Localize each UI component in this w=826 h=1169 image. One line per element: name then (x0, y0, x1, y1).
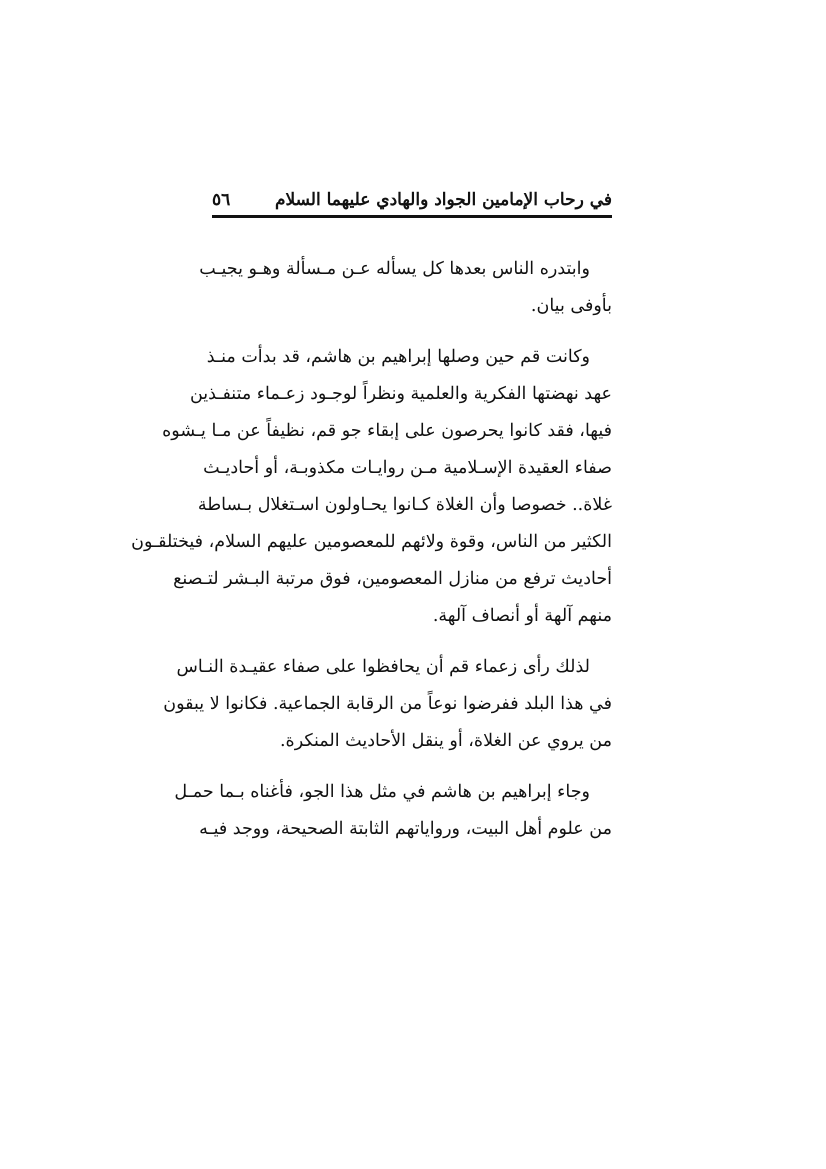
text-line: لذلك رأى زعماء قم أن يحافظوا على صفاء عقيـدة النـاس (176, 657, 590, 677)
text-line: الكثير من الناس، وقوة ولائهم للمعصومين عليهم السلام، فيختلقـون (131, 532, 612, 552)
text-line: عهد نهضتها الفكرية والعلمية ونظراً لوجـود زعـماء متنفـذين (189, 384, 612, 404)
text-line: وابتدره الناس بعدها كل يسأله عـن مـسألة وهـو يجيـب (199, 259, 590, 279)
paragraph (131, 339, 612, 635)
text-line: وجاء إبراهيم بن هاشم في مثل هذا الجو، فأغناه بـما حمـل (174, 782, 590, 802)
page-number: ٥٦ (212, 190, 231, 210)
text-line: أحاديث ترفع من منازل المعصومين، فوق مرتبة البـشر لتـصنع (173, 569, 612, 589)
text-line: من يروي عن الغلاة، أو ينقل الأحاديث المنكرة. (279, 731, 612, 751)
text-line: صفاء العقيدة الإسـلامية مـن روايـات مكذوبـة، أو أحاديـث (203, 458, 612, 478)
paragraph (174, 774, 612, 848)
text-line: بأوفى بيان. (530, 296, 612, 316)
text-line: في هذا البلد ففرضوا نوعاً من الرقابة الجماعية. فكانوا لا يبقون (163, 694, 612, 714)
text-line: فيها، فقد كانوا يحرصون على إبقاء جو قم، نظيفاً عن مـا يـشوه (162, 421, 612, 441)
running-header (212, 186, 612, 214)
running-header-title: في رحاب الإمامين الجواد والهادي عليهما السلام (274, 190, 612, 210)
text-line: وكانت قم حين وصلها إبراهيم بن هاشم، قد بدأت منـذ (206, 347, 590, 367)
paragraph (199, 251, 612, 325)
text-line: منهم آلهة أو أنصاف آلهة. (432, 606, 612, 626)
paragraph (163, 649, 612, 760)
text-line: غلاة.. خصوصا وأن الغلاة كـانوا يحـاولون اسـتغلال بـساطة (197, 495, 612, 515)
header-divider (212, 215, 612, 218)
text-line: من علوم أهل البيت، ورواياتهم الثابتة الصحيحة، ووجد فيـه (199, 819, 612, 839)
page-body (131, 251, 612, 862)
